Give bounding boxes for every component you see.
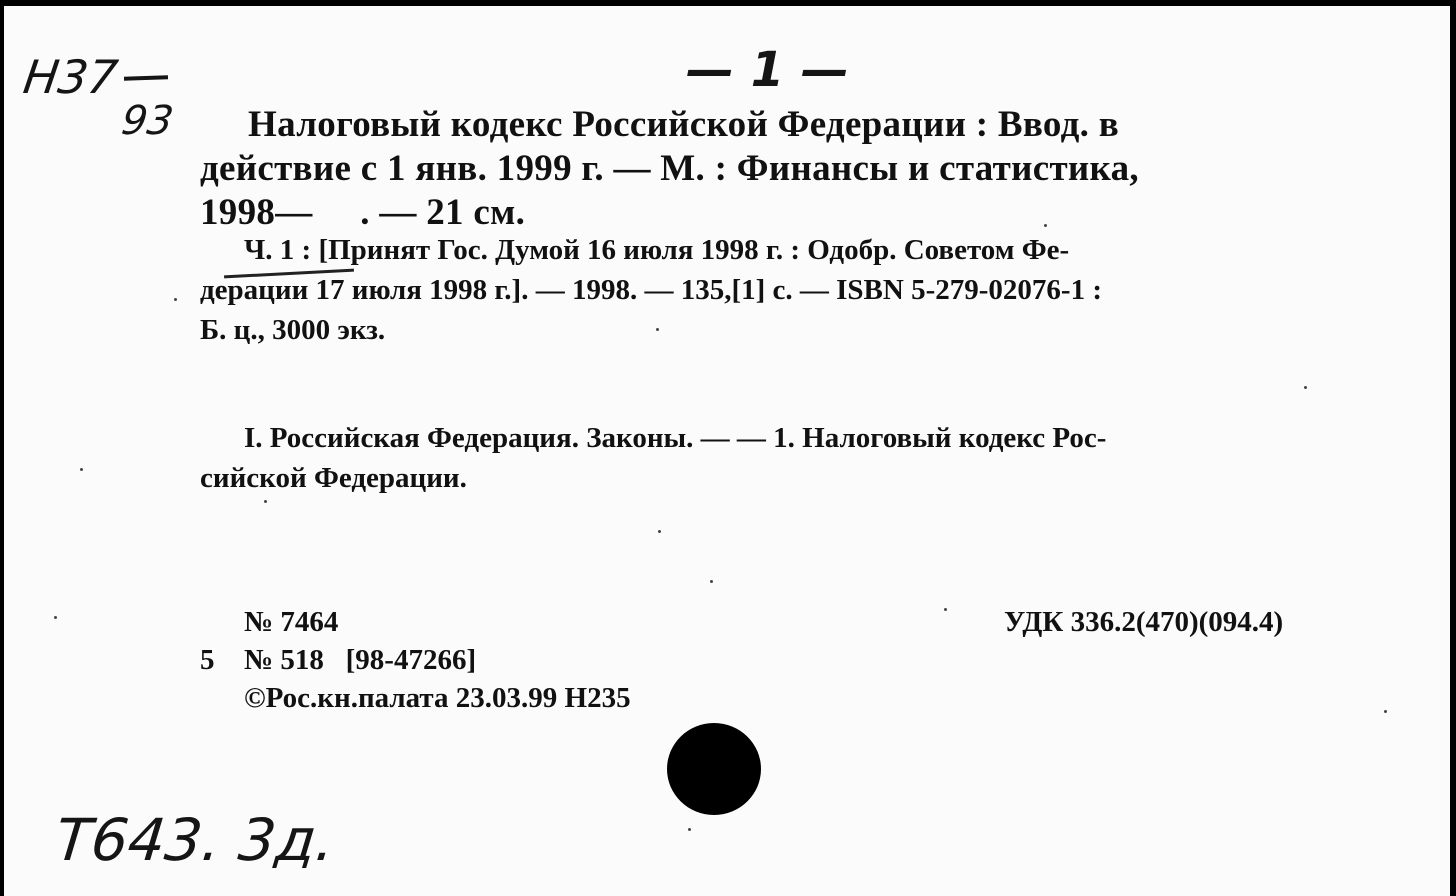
scan-speck <box>264 500 267 503</box>
catalog-card <box>4 6 1450 896</box>
scan-speck <box>1044 224 1047 227</box>
scan-speck <box>944 608 947 611</box>
handwritten-page-marker: — 1 — <box>686 42 849 98</box>
scan-speck <box>54 616 57 619</box>
part-line-1: Ч. 1 : [Принят Гос. Думой 16 июля 1998 г. : Одобр. Советом Фе- <box>244 234 1070 266</box>
scan-speck <box>1304 386 1307 389</box>
part-line-2: дерации 17 июля 1998 г.]. — 1998. — 135,[1] с. — ISBN 5-279-02076-1 : <box>200 274 1102 306</box>
secondary-number: № 518 [98-47266] <box>244 644 477 676</box>
scan-speck <box>710 580 713 583</box>
scan-speck <box>1384 710 1387 713</box>
subject-line-2: сийской Федерации. <box>200 462 467 494</box>
punch-hole <box>667 723 761 815</box>
part-line-3: Б. ц., 3000 экз. <box>200 314 386 346</box>
registration-number: № 7464 <box>244 606 339 638</box>
scan-speck <box>80 468 83 471</box>
handwritten-shelfmark-top: Н37 <box>20 50 121 104</box>
scan-speck <box>174 298 177 301</box>
record-title-line-3: 1998— . — 21 см. <box>200 192 526 233</box>
card-counter: 5 <box>200 644 215 676</box>
record-title-line-2: действие с 1 янв. 1999 г. — М. : Финансы и статистика, <box>200 148 1139 189</box>
scan-speck <box>658 530 661 533</box>
udk-classification: УДК 336.2(470)(094.4) <box>1004 606 1284 638</box>
handwritten-shelfmark-sub: 93 <box>118 98 177 144</box>
copyright-line: ©Рос.кн.палата 23.03.99 Н235 <box>244 682 631 714</box>
shelfmark-fraction-line <box>124 75 168 81</box>
subject-line-1: I. Российская Федерация. Законы. — — 1. Налоговый кодекс Рос- <box>244 422 1107 454</box>
scan-speck <box>656 328 659 331</box>
record-title-line-1: Налоговый кодекс Российской Федерации : Ввод. в <box>248 104 1120 145</box>
scan-speck <box>688 828 691 831</box>
handwritten-shelfmark-bottom: Т643. 3д. <box>52 806 339 874</box>
